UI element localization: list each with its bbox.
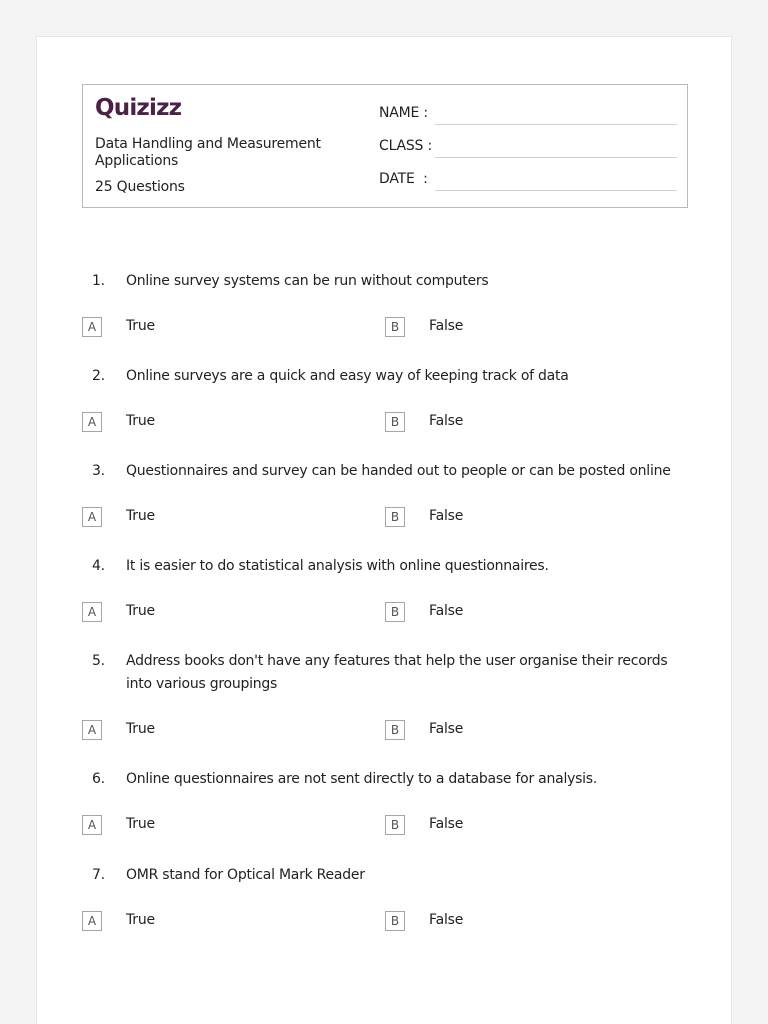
option-b[interactable] bbox=[385, 412, 605, 434]
option-text: False bbox=[429, 318, 464, 334]
question-text: Questionnaires and survey can be handed out to people or can be posted online bbox=[126, 463, 671, 479]
option-b[interactable] bbox=[385, 720, 605, 742]
option-text: False bbox=[429, 816, 464, 832]
option-letter-box: A bbox=[82, 911, 102, 931]
option-letter-box: B bbox=[385, 412, 405, 432]
option-a[interactable] bbox=[82, 720, 302, 742]
option-text: True bbox=[126, 508, 155, 524]
option-text: True bbox=[126, 603, 155, 619]
option-letter-box: A bbox=[82, 317, 102, 337]
option-letter-box: A bbox=[82, 412, 102, 432]
question-text: Address books don't have any features that help the user organise their records into various groupings bbox=[126, 653, 668, 692]
option-b[interactable] bbox=[385, 815, 605, 837]
question-text: It is easier to do statistical analysis with online questionnaires. bbox=[126, 558, 549, 574]
option-text: False bbox=[429, 603, 464, 619]
option-text: False bbox=[429, 721, 464, 737]
date-field bbox=[379, 168, 677, 190]
option-letter-box: B bbox=[385, 720, 405, 740]
option-b[interactable] bbox=[385, 507, 605, 529]
option-text: True bbox=[126, 721, 155, 737]
option-letter-box: B bbox=[385, 602, 405, 622]
option-letter-box: B bbox=[385, 815, 405, 835]
question-number: 4. bbox=[92, 558, 105, 574]
name-blank-line bbox=[435, 124, 677, 125]
option-b[interactable] bbox=[385, 602, 605, 624]
option-text: True bbox=[126, 912, 155, 928]
option-letter-box: A bbox=[82, 815, 102, 835]
question-number: 5. bbox=[92, 653, 105, 669]
question-number: 1. bbox=[92, 273, 105, 289]
question-text: Online surveys are a quick and easy way of keeping track of data bbox=[126, 368, 569, 384]
question-text: OMR stand for Optical Mark Reader bbox=[126, 867, 365, 883]
option-letter-box: A bbox=[82, 507, 102, 527]
question-number: 6. bbox=[92, 771, 105, 787]
class-field bbox=[379, 135, 677, 157]
option-text: True bbox=[126, 816, 155, 832]
name-label: NAME : bbox=[379, 105, 428, 121]
option-a[interactable] bbox=[82, 911, 302, 933]
question-text: Online survey systems can be run without computers bbox=[126, 273, 489, 289]
option-b[interactable] bbox=[385, 317, 605, 339]
name-field bbox=[379, 102, 677, 124]
quizizz-logo: Quizizz bbox=[95, 95, 182, 121]
question-number: 7. bbox=[92, 867, 105, 883]
question-text: Online questionnaires are not sent directly to a database for analysis. bbox=[126, 771, 598, 787]
question-count: 25 Questions bbox=[95, 179, 185, 195]
option-a[interactable] bbox=[82, 815, 302, 837]
option-letter-box: A bbox=[82, 602, 102, 622]
date-blank-line bbox=[435, 190, 677, 191]
option-text: False bbox=[429, 413, 464, 429]
option-letter-box: A bbox=[82, 720, 102, 740]
option-a[interactable] bbox=[82, 507, 302, 529]
option-text: True bbox=[126, 318, 155, 334]
option-b[interactable] bbox=[385, 911, 605, 933]
worksheet-header bbox=[82, 84, 688, 208]
question-number: 2. bbox=[92, 368, 105, 384]
class-label: CLASS : bbox=[379, 138, 433, 154]
question-number: 3. bbox=[92, 463, 105, 479]
option-text: True bbox=[126, 413, 155, 429]
option-text: False bbox=[429, 508, 464, 524]
option-text: False bbox=[429, 912, 464, 928]
worksheet-page bbox=[36, 36, 732, 1024]
option-a[interactable] bbox=[82, 317, 302, 339]
option-letter-box: B bbox=[385, 317, 405, 337]
option-a[interactable] bbox=[82, 412, 302, 434]
option-a[interactable] bbox=[82, 602, 302, 624]
worksheet-title: Data Handling and Measurement Applications bbox=[95, 136, 321, 169]
option-letter-box: B bbox=[385, 507, 405, 527]
option-letter-box: B bbox=[385, 911, 405, 931]
date-label: DATE : bbox=[379, 171, 428, 187]
class-blank-line bbox=[435, 157, 677, 158]
